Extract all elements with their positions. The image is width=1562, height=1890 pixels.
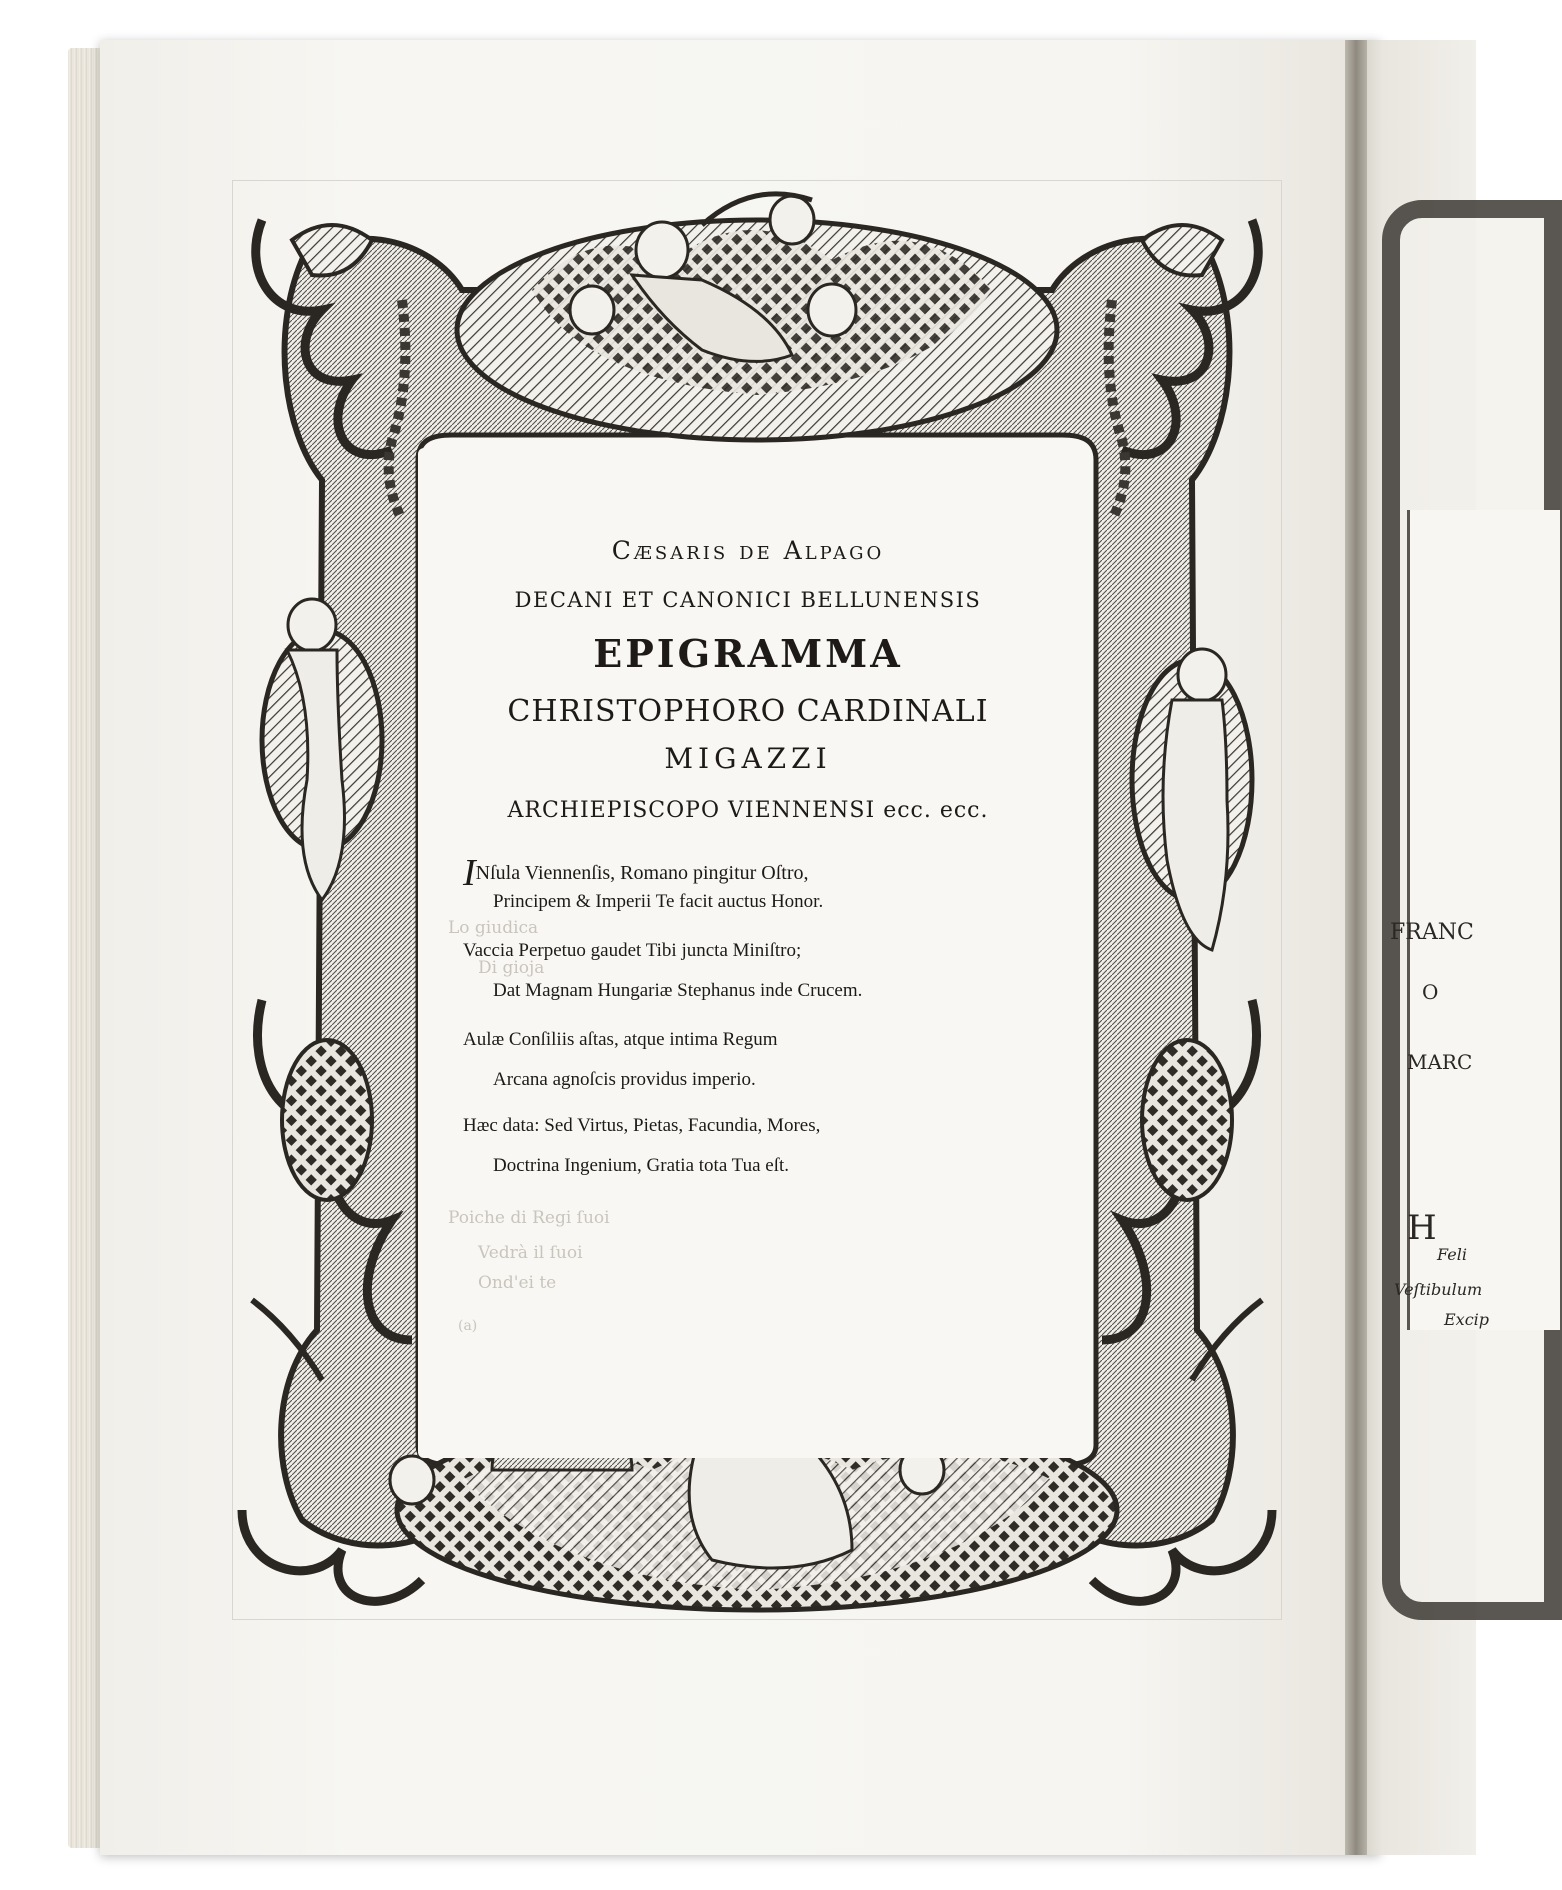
right-page-fragment: O: [1422, 980, 1439, 1004]
show-through-text: Ond'ei te: [478, 1273, 557, 1293]
dedicatee-line: MIGAZZI: [664, 742, 832, 775]
right-page-fragment: Veſtibulum: [1394, 1280, 1483, 1299]
verse-line: Arcana agnoſcis providus imperio.: [493, 1069, 756, 1090]
verse-line: Principem & Imperii Te facit auctus Honor.: [493, 891, 824, 912]
verse-line: INſula Viennenſis, Romano pingitur Oſtro,: [463, 852, 809, 894]
dedicatee-line: CHRISTOPHORO CARDINALI: [507, 694, 989, 729]
show-through-text: Vedrà il ſuoi: [478, 1243, 583, 1263]
show-through-text: (a): [458, 1318, 478, 1334]
show-through-text: Di gioja: [478, 958, 545, 978]
right-page-fragment: MARC: [1407, 1050, 1473, 1074]
right-page-fragment: FRANC: [1390, 920, 1474, 945]
verse-line: Vaccia Perpetuo gaudet Tibi juncta Miniſtro;: [463, 940, 802, 961]
dedicatee-line: ARCHIEPISCOPO VIENNENSI ecc. ecc.: [507, 798, 989, 823]
verse-line: Aulæ Conſiliis aſtas, atque intima Regum: [463, 1029, 778, 1050]
right-page-fragment: Feli: [1437, 1245, 1467, 1264]
verse-line: Dat Magnam Hungariæ Stephanus inde Crucem.: [493, 980, 863, 1001]
right-page-fragment: H: [1407, 1208, 1437, 1248]
book-gutter: [1345, 40, 1367, 1855]
title-line: DECANI ET CANONICI BELLUNENSIS: [514, 588, 982, 612]
drop-cap: I: [463, 852, 476, 894]
epigram-text-panel: [418, 448, 1078, 1458]
right-page-fragment: Excip: [1444, 1310, 1490, 1329]
author-line: Cæsaris de Alpago: [611, 536, 885, 565]
show-through-text: Lo giudica: [448, 918, 539, 938]
verse-line: Doctrina Ingenium, Gratia tota Tua eſt.: [493, 1155, 790, 1176]
verse-line: Hæc data: Sed Virtus, Pietas, Facundia, Mores,: [463, 1115, 821, 1136]
epigram-heading: EPIGRAMMA: [593, 631, 903, 676]
right-page: [1352, 40, 1490, 1855]
show-through-text: Poiche di Regi ſuoi: [448, 1208, 610, 1228]
